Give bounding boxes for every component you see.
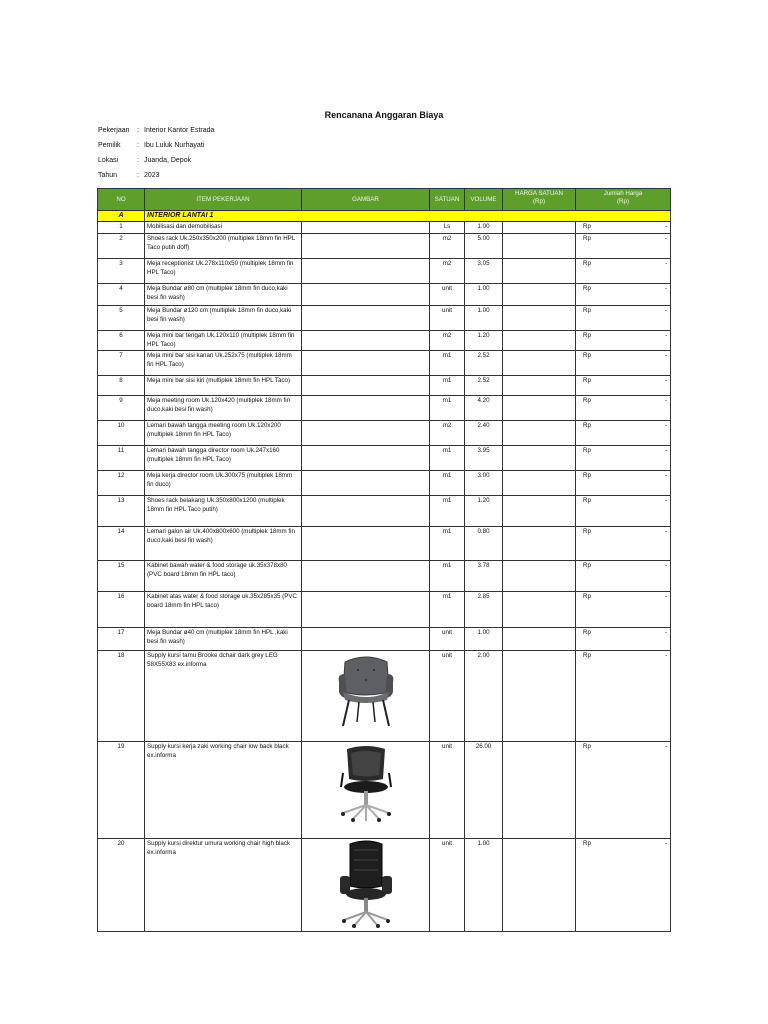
- row-no: 7: [98, 351, 145, 376]
- row-total: [576, 651, 671, 742]
- row-item: Meja mini bar sisi kiri (multiplek 18mm fin HPL Taco): [145, 376, 302, 396]
- row-unit: m2: [430, 331, 465, 351]
- currency-label: Rp: [583, 332, 591, 339]
- header-no: NO: [98, 189, 145, 211]
- row-volume: 2.40: [465, 421, 503, 446]
- item-image-cell: [302, 396, 430, 421]
- header-gambar: GAMBAR: [302, 189, 430, 211]
- empty-amount: -: [664, 223, 667, 230]
- table-row: [98, 351, 671, 376]
- row-unit-price: [503, 331, 576, 351]
- row-unit-price: [503, 496, 576, 527]
- empty-amount: -: [664, 629, 667, 636]
- row-item: Lemari bawah tangga director room Uk.247x160 (multiplek 18mm fin HPL Taco): [145, 446, 302, 471]
- meta-row: [98, 138, 214, 153]
- item-image-cell: [302, 259, 430, 284]
- row-item: Supply kursi direktur umura working chair high black ex.informa: [145, 839, 302, 932]
- row-item: Meja mini bar sisi kanan Uk.252x75 (multiplek 18mm fin HPL Taco): [145, 351, 302, 376]
- item-image-cell: [302, 839, 430, 932]
- row-volume: 1.20: [465, 496, 503, 527]
- empty-amount: -: [664, 235, 667, 242]
- table-row: [98, 331, 671, 351]
- row-unit: unit: [430, 628, 465, 651]
- header-harga-line2: (Rp): [532, 198, 546, 205]
- empty-amount: -: [664, 652, 667, 659]
- currency-label: Rp: [583, 743, 591, 750]
- row-no: 4: [98, 284, 145, 306]
- row-total: [576, 284, 671, 306]
- currency-label: Rp: [583, 422, 591, 429]
- table-row: [98, 396, 671, 421]
- table-row: [98, 471, 671, 496]
- row-total: [576, 396, 671, 421]
- item-image-cell: [302, 527, 430, 561]
- row-unit-price: [503, 421, 576, 446]
- item-image-cell: [302, 651, 430, 742]
- row-no: 13: [98, 496, 145, 527]
- row-no: 9: [98, 396, 145, 421]
- table-row: [98, 839, 671, 932]
- row-unit-price: [503, 471, 576, 496]
- currency-label: Rp: [583, 562, 591, 569]
- item-image-cell: [302, 446, 430, 471]
- row-total: [576, 376, 671, 396]
- empty-amount: -: [664, 332, 667, 339]
- row-unit-price: [503, 259, 576, 284]
- row-unit-price: [503, 592, 576, 628]
- row-volume: 1.00: [465, 306, 503, 331]
- table-row: [98, 527, 671, 561]
- empty-amount: -: [664, 472, 667, 479]
- row-unit-price: [503, 351, 576, 376]
- meta-label: Tahun: [98, 172, 118, 179]
- row-unit: unit: [430, 742, 465, 839]
- row-item: Kabinet atas water & food storage uk.35x285x35 (PVC board 18mm fin HPL taco): [145, 592, 302, 628]
- row-no: 17: [98, 628, 145, 651]
- row-unit: m2: [430, 421, 465, 446]
- item-image-cell: [302, 628, 430, 651]
- table-row: [98, 259, 671, 284]
- item-image-cell: [302, 561, 430, 592]
- row-no: 18: [98, 651, 145, 742]
- empty-amount: -: [664, 497, 667, 504]
- row-total: [576, 446, 671, 471]
- row-volume: 2.00: [465, 651, 503, 742]
- currency-label: Rp: [583, 285, 591, 292]
- item-image-cell: [302, 331, 430, 351]
- empty-amount: -: [664, 840, 667, 847]
- meta-label: Lokasi: [98, 157, 119, 164]
- meta-label: Pemilik: [98, 142, 121, 149]
- row-unit: m1: [430, 496, 465, 527]
- row-no: 16: [98, 592, 145, 628]
- row-item: Shoes rack belakang Uk.350x800x1200 (multiplek 18mm fin HPL Taco putih): [145, 496, 302, 527]
- row-total: [576, 471, 671, 496]
- row-unit-price: [503, 651, 576, 742]
- item-image-cell: [302, 742, 430, 839]
- row-item: Meja receptionist Uk.278x110x50 (multiplek 18mm fin HPL Taco): [145, 259, 302, 284]
- meta-colon: :: [137, 127, 139, 134]
- row-volume: 0.80: [465, 527, 503, 561]
- row-volume: 1.00: [465, 284, 503, 306]
- row-volume: 2.52: [465, 376, 503, 396]
- row-item: Kabinet bawah water & food storage uk.35x378x80 (PVC board 18mm fin HPL taco): [145, 561, 302, 592]
- row-volume: 4.20: [465, 396, 503, 421]
- header-jumlah-line1: Jumlah Harga: [603, 190, 643, 197]
- empty-amount: -: [664, 528, 667, 535]
- row-total: [576, 592, 671, 628]
- row-unit-price: [503, 234, 576, 259]
- row-item: Supply kursi tamu Brooke dchair dark grey LEG 58X55X83 ex.informa: [145, 651, 302, 742]
- row-unit: m1: [430, 561, 465, 592]
- row-volume: 26.00: [465, 742, 503, 839]
- row-no: 19: [98, 742, 145, 839]
- currency-label: Rp: [583, 528, 591, 535]
- currency-label: Rp: [583, 652, 591, 659]
- row-total: [576, 421, 671, 446]
- row-item: Meja mini bar tengah Uk.120x110 (multiplek 18mm fin HPL Taco): [145, 331, 302, 351]
- row-no: 8: [98, 376, 145, 396]
- item-image-cell: [302, 471, 430, 496]
- table-row: [98, 284, 671, 306]
- row-unit: m2: [430, 234, 465, 259]
- currency-label: Rp: [583, 840, 591, 847]
- row-volume: 1.00: [465, 839, 503, 932]
- lounge-chair-icon: [331, 652, 401, 728]
- currency-label: Rp: [583, 629, 591, 636]
- row-unit-price: [503, 561, 576, 592]
- row-unit: m1: [430, 446, 465, 471]
- row-item: Meja Bundar ø120 cm (multiplek 18mm fin duco,kaki besi fin wash): [145, 306, 302, 331]
- row-unit-price: [503, 527, 576, 561]
- row-total: [576, 306, 671, 331]
- table-row: [98, 628, 671, 651]
- currency-label: Rp: [583, 223, 591, 230]
- row-total: [576, 527, 671, 561]
- table-header-row: [98, 189, 671, 211]
- row-unit-price: [503, 628, 576, 651]
- table-row: [98, 376, 671, 396]
- row-unit: m1: [430, 592, 465, 628]
- table-row: [98, 234, 671, 259]
- row-volume: 1.00: [465, 628, 503, 651]
- item-image-cell: [302, 376, 430, 396]
- empty-amount: -: [664, 422, 667, 429]
- header-harga-satuan: [503, 189, 576, 211]
- table-row: [98, 561, 671, 592]
- table-row: [98, 496, 671, 527]
- project-meta: [98, 123, 214, 183]
- row-unit: m1: [430, 396, 465, 421]
- row-total: [576, 496, 671, 527]
- office-chair-icon: [331, 743, 401, 823]
- meta-row: [98, 123, 214, 138]
- row-item: Lemari bawah tangga meeting room Uk.120x200 (multiplek 18mm fin HPL Taco): [145, 421, 302, 446]
- budget-table: [97, 188, 671, 932]
- item-image-cell: [302, 234, 430, 259]
- row-total: [576, 331, 671, 351]
- row-item: Shoes rack Uk.250x350x200 (multiplek 18mm fin HPL Taco putih doff): [145, 234, 302, 259]
- row-no: 11: [98, 446, 145, 471]
- row-volume: 3.00: [465, 471, 503, 496]
- row-item: Mobilisasi dan demobilisasi: [145, 222, 302, 234]
- table-row: [98, 592, 671, 628]
- row-total: [576, 628, 671, 651]
- item-image-cell: [302, 592, 430, 628]
- row-unit: unit: [430, 284, 465, 306]
- item-image-cell: [302, 421, 430, 446]
- row-total: [576, 742, 671, 839]
- row-item: Meja kerja director room Uk.300x75 (multiplek 18mm fin duco): [145, 471, 302, 496]
- row-unit: Ls: [430, 222, 465, 234]
- row-unit: unit: [430, 651, 465, 742]
- table-row: [98, 222, 671, 234]
- header-satuan: SATUAN: [430, 189, 465, 211]
- currency-label: Rp: [583, 472, 591, 479]
- section-no: A: [98, 211, 145, 222]
- currency-label: Rp: [583, 307, 591, 314]
- meta-colon: :: [137, 157, 139, 164]
- table-row: [98, 651, 671, 742]
- row-no: 1: [98, 222, 145, 234]
- currency-label: Rp: [583, 397, 591, 404]
- row-unit: m1: [430, 527, 465, 561]
- row-volume: 3.95: [465, 446, 503, 471]
- row-volume: 3.78: [465, 561, 503, 592]
- executive-chair-icon: [336, 840, 396, 928]
- meta-value: 2023: [144, 172, 160, 179]
- currency-label: Rp: [583, 593, 591, 600]
- row-unit-price: [503, 222, 576, 234]
- section-row: [98, 211, 671, 222]
- row-volume: 5.00: [465, 234, 503, 259]
- row-volume: 3.05: [465, 259, 503, 284]
- meta-colon: :: [137, 172, 139, 179]
- table-row: [98, 446, 671, 471]
- section-label: INTERIOR LANTAI 1: [145, 211, 671, 222]
- meta-row: [98, 153, 214, 168]
- row-total: [576, 839, 671, 932]
- row-volume: 1.00: [465, 222, 503, 234]
- meta-value: Interior Kantor Estrada: [144, 127, 215, 134]
- currency-label: Rp: [583, 260, 591, 267]
- row-item: Meja Bundar ø80 cm (multiplek 18mm fin duco,kaki besi fin wash): [145, 284, 302, 306]
- currency-label: Rp: [583, 235, 591, 242]
- currency-label: Rp: [583, 377, 591, 384]
- empty-amount: -: [664, 307, 667, 314]
- row-total: [576, 259, 671, 284]
- row-no: 12: [98, 471, 145, 496]
- currency-label: Rp: [583, 447, 591, 454]
- row-no: 20: [98, 839, 145, 932]
- row-unit-price: [503, 306, 576, 331]
- item-image-cell: [302, 284, 430, 306]
- meta-value: Ibu Luluk Nurhayati: [144, 142, 205, 149]
- empty-amount: -: [664, 285, 667, 292]
- empty-amount: -: [664, 743, 667, 750]
- row-unit-price: [503, 284, 576, 306]
- header-harga-line1: HARGA SATUAN: [514, 190, 564, 197]
- empty-amount: -: [664, 447, 667, 454]
- meta-value: Juanda, Depok: [144, 157, 192, 164]
- row-unit-price: [503, 376, 576, 396]
- empty-amount: -: [664, 562, 667, 569]
- currency-label: Rp: [583, 352, 591, 359]
- row-total: [576, 222, 671, 234]
- header-jumlah-line2: (Rp): [616, 198, 630, 205]
- row-no: 10: [98, 421, 145, 446]
- row-total: [576, 351, 671, 376]
- row-volume: 2.85: [465, 592, 503, 628]
- row-unit: m1: [430, 376, 465, 396]
- row-item: Meja meeting room Uk.120x420 (multiplek 18mm fin duco,kaki besi fin wash): [145, 396, 302, 421]
- meta-colon: :: [137, 142, 139, 149]
- page-title: Rencanana Anggaran Biaya: [324, 110, 444, 120]
- row-no: 15: [98, 561, 145, 592]
- row-unit: unit: [430, 839, 465, 932]
- row-unit: m2: [430, 259, 465, 284]
- row-no: 14: [98, 527, 145, 561]
- meta-row: [98, 168, 214, 183]
- currency-label: Rp: [583, 497, 591, 504]
- item-image-cell: [302, 306, 430, 331]
- row-volume: 2.52: [465, 351, 503, 376]
- row-total: [576, 561, 671, 592]
- empty-amount: -: [664, 397, 667, 404]
- item-image-cell: [302, 351, 430, 376]
- empty-amount: -: [664, 377, 667, 384]
- row-unit: m1: [430, 471, 465, 496]
- row-no: 2: [98, 234, 145, 259]
- table-row: [98, 421, 671, 446]
- row-unit-price: [503, 396, 576, 421]
- row-unit: m1: [430, 351, 465, 376]
- row-unit-price: [503, 839, 576, 932]
- row-no: 5: [98, 306, 145, 331]
- empty-amount: -: [664, 593, 667, 600]
- row-volume: 1.20: [465, 331, 503, 351]
- item-image-cell: [302, 222, 430, 234]
- row-no: 3: [98, 259, 145, 284]
- row-item: Meja Bundar ø40 cm (multiplek 18mm fin HPL ,kaki besi fin wash): [145, 628, 302, 651]
- item-image-cell: [302, 496, 430, 527]
- row-unit-price: [503, 742, 576, 839]
- header-jumlah-harga: [576, 189, 671, 211]
- meta-label: Pekerjaan: [98, 127, 130, 134]
- header-item: ITEM PEKERJAAN: [145, 189, 302, 211]
- row-item: Lemari galon air Uk.400x800x600 (multiplek 18mm fin duco,kaki besi fin wash): [145, 527, 302, 561]
- row-no: 6: [98, 331, 145, 351]
- table-row: [98, 742, 671, 839]
- row-total: [576, 234, 671, 259]
- header-volume: VOLUME: [465, 189, 503, 211]
- empty-amount: -: [664, 352, 667, 359]
- table-row: [98, 306, 671, 331]
- row-unit-price: [503, 446, 576, 471]
- empty-amount: -: [664, 260, 667, 267]
- row-unit: unit: [430, 306, 465, 331]
- row-item: Supply kursi kerja zaki working chair low back black ex.informa: [145, 742, 302, 839]
